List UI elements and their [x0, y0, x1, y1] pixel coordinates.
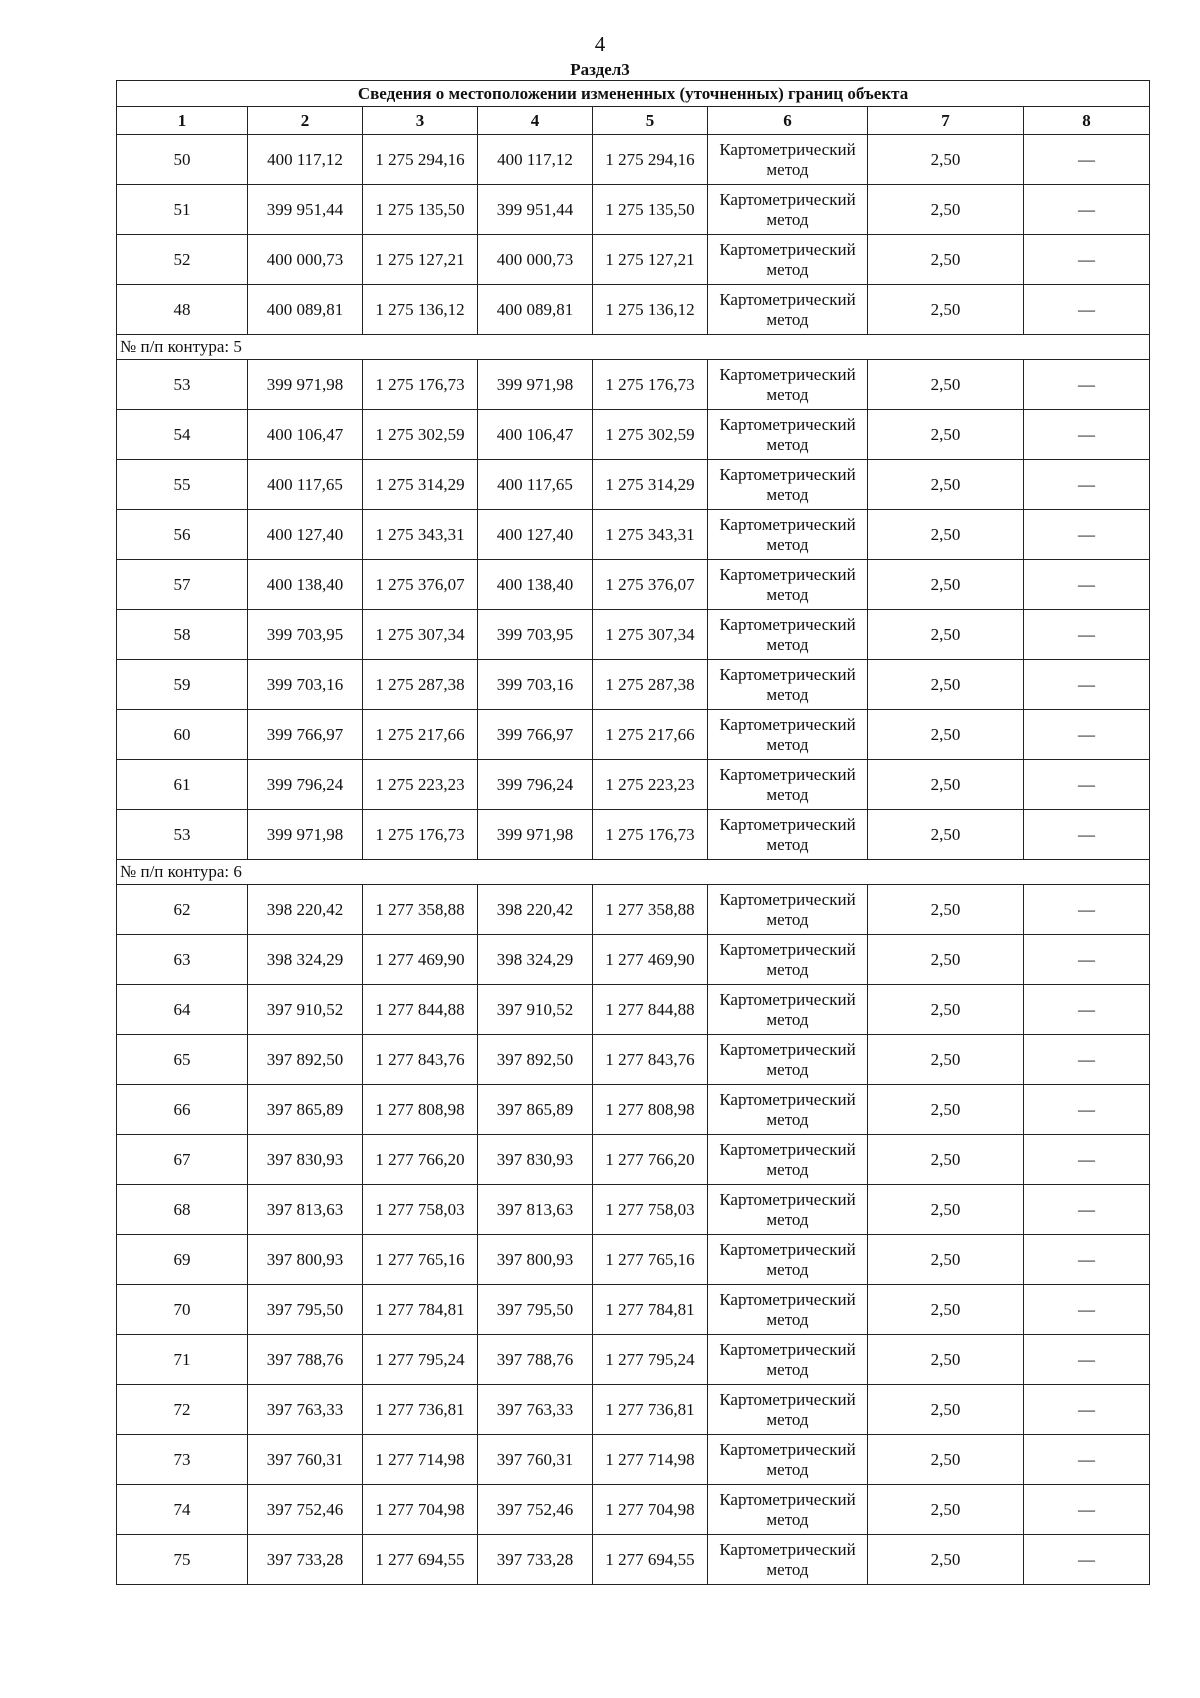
precision-cell: 2,50: [868, 1235, 1024, 1285]
note-cell: —: [1024, 810, 1150, 860]
method-cell: Картометрический метод: [708, 185, 868, 235]
new-y-cell: 1 275 217,66: [593, 710, 708, 760]
new-x-cell: 397 830,93: [478, 1135, 593, 1185]
new-y-cell: 1 277 704,98: [593, 1485, 708, 1535]
method-cell: Картометрический метод: [708, 510, 868, 560]
method-cell: Картометрический метод: [708, 1435, 868, 1485]
table-row: [117, 710, 1150, 760]
note-cell: —: [1024, 510, 1150, 560]
table-row: [117, 1035, 1150, 1085]
existing-x-cell: 399 703,16: [248, 660, 363, 710]
table-row: [117, 1485, 1150, 1535]
existing-x-cell: 397 813,63: [248, 1185, 363, 1235]
existing-x-cell: 399 971,98: [248, 810, 363, 860]
existing-x-cell: 397 830,93: [248, 1135, 363, 1185]
note-cell: —: [1024, 135, 1150, 185]
point-number-cell: 57: [117, 560, 248, 610]
method-cell: Картометрический метод: [708, 1035, 868, 1085]
new-x-cell: 400 127,40: [478, 510, 593, 560]
existing-x-cell: 398 220,42: [248, 885, 363, 935]
precision-cell: 2,50: [868, 1035, 1024, 1085]
new-y-cell: 1 275 294,16: [593, 135, 708, 185]
new-x-cell: 400 117,12: [478, 135, 593, 185]
method-cell: Картометрический метод: [708, 1285, 868, 1335]
method-cell: Картометрический метод: [708, 760, 868, 810]
existing-y-cell: 1 275 217,66: [363, 710, 478, 760]
new-y-cell: 1 277 469,90: [593, 935, 708, 985]
precision-cell: 2,50: [868, 360, 1024, 410]
note-cell: —: [1024, 1085, 1150, 1135]
existing-y-cell: 1 277 784,81: [363, 1285, 478, 1335]
new-x-cell: 397 733,28: [478, 1535, 593, 1585]
point-number-cell: 62: [117, 885, 248, 935]
precision-cell: 2,50: [868, 235, 1024, 285]
existing-y-cell: 1 277 843,76: [363, 1035, 478, 1085]
note-cell: —: [1024, 1485, 1150, 1535]
precision-cell: 2,50: [868, 885, 1024, 935]
new-y-cell: 1 277 795,24: [593, 1335, 708, 1385]
new-x-cell: 399 796,24: [478, 760, 593, 810]
table-row: [117, 235, 1150, 285]
note-cell: —: [1024, 285, 1150, 335]
existing-x-cell: 400 127,40: [248, 510, 363, 560]
new-x-cell: 397 788,76: [478, 1335, 593, 1385]
existing-y-cell: 1 277 844,88: [363, 985, 478, 1035]
method-cell: Картометрический метод: [708, 985, 868, 1035]
point-number-cell: 51: [117, 185, 248, 235]
new-x-cell: 400 089,81: [478, 285, 593, 335]
new-y-cell: 1 277 758,03: [593, 1185, 708, 1235]
new-x-cell: 398 324,29: [478, 935, 593, 985]
table-row: [117, 1135, 1150, 1185]
note-cell: —: [1024, 1285, 1150, 1335]
point-number-cell: 48: [117, 285, 248, 335]
precision-cell: 2,50: [868, 1135, 1024, 1185]
method-cell: Картометрический метод: [708, 1335, 868, 1385]
existing-y-cell: 1 277 358,88: [363, 885, 478, 935]
table-row: [117, 760, 1150, 810]
table-row: [117, 135, 1150, 185]
contour-header-row: [117, 335, 1150, 360]
method-cell: Картометрический метод: [708, 1085, 868, 1135]
new-x-cell: 399 951,44: [478, 185, 593, 235]
note-cell: —: [1024, 1385, 1150, 1435]
existing-x-cell: 399 951,44: [248, 185, 363, 235]
page-number: 4: [594, 32, 606, 56]
point-number-cell: 72: [117, 1385, 248, 1435]
precision-cell: 2,50: [868, 935, 1024, 985]
new-x-cell: 400 000,73: [478, 235, 593, 285]
precision-cell: 2,50: [868, 1185, 1024, 1235]
table-row: [117, 285, 1150, 335]
existing-y-cell: 1 275 127,21: [363, 235, 478, 285]
point-number-cell: 53: [117, 360, 248, 410]
table-row: [117, 985, 1150, 1035]
precision-cell: 2,50: [868, 710, 1024, 760]
point-number-cell: 65: [117, 1035, 248, 1085]
boundary-coordinates-table: [116, 80, 1150, 1585]
existing-x-cell: 397 892,50: [248, 1035, 363, 1085]
table-row: [117, 1235, 1150, 1285]
new-x-cell: 397 795,50: [478, 1285, 593, 1335]
point-number-cell: 73: [117, 1435, 248, 1485]
precision-cell: 2,50: [868, 560, 1024, 610]
new-x-cell: 400 117,65: [478, 460, 593, 510]
point-number-cell: 69: [117, 1235, 248, 1285]
method-cell: Картометрический метод: [708, 1485, 868, 1535]
new-x-cell: 397 763,33: [478, 1385, 593, 1435]
method-cell: Картометрический метод: [708, 810, 868, 860]
precision-cell: 2,50: [868, 660, 1024, 710]
existing-y-cell: 1 275 294,16: [363, 135, 478, 185]
existing-y-cell: 1 277 766,20: [363, 1135, 478, 1185]
contour-label: № п/п контура: 6: [117, 860, 1150, 885]
precision-cell: 2,50: [868, 460, 1024, 510]
new-y-cell: 1 277 843,76: [593, 1035, 708, 1085]
point-number-cell: 58: [117, 610, 248, 660]
point-number-cell: 53: [117, 810, 248, 860]
precision-cell: 2,50: [868, 410, 1024, 460]
method-cell: Картометрический метод: [708, 360, 868, 410]
new-y-cell: 1 277 765,16: [593, 1235, 708, 1285]
existing-x-cell: 398 324,29: [248, 935, 363, 985]
existing-y-cell: 1 277 795,24: [363, 1335, 478, 1385]
existing-y-cell: 1 275 376,07: [363, 560, 478, 610]
point-number-cell: 75: [117, 1535, 248, 1585]
method-cell: Картометрический метод: [708, 460, 868, 510]
precision-cell: 2,50: [868, 810, 1024, 860]
new-x-cell: 399 766,97: [478, 710, 593, 760]
existing-x-cell: 399 796,24: [248, 760, 363, 810]
table-row: [117, 1085, 1150, 1135]
method-cell: Картометрический метод: [708, 1235, 868, 1285]
note-cell: —: [1024, 885, 1150, 935]
existing-x-cell: 399 971,98: [248, 360, 363, 410]
point-number-cell: 56: [117, 510, 248, 560]
column-number-row: [117, 107, 1150, 135]
note-cell: —: [1024, 760, 1150, 810]
method-cell: Картометрический метод: [708, 135, 868, 185]
new-x-cell: 400 106,47: [478, 410, 593, 460]
new-x-cell: 397 752,46: [478, 1485, 593, 1535]
new-y-cell: 1 277 808,98: [593, 1085, 708, 1135]
table-row: [117, 360, 1150, 410]
point-number-cell: 70: [117, 1285, 248, 1335]
new-y-cell: 1 275 127,21: [593, 235, 708, 285]
new-x-cell: 400 138,40: [478, 560, 593, 610]
method-cell: Картометрический метод: [708, 560, 868, 610]
point-number-cell: 54: [117, 410, 248, 460]
note-cell: —: [1024, 1185, 1150, 1235]
precision-cell: 2,50: [868, 760, 1024, 810]
table-row: [117, 1385, 1150, 1435]
existing-y-cell: 1 277 469,90: [363, 935, 478, 985]
existing-x-cell: 397 800,93: [248, 1235, 363, 1285]
new-x-cell: 397 865,89: [478, 1085, 593, 1135]
table-row: [117, 185, 1150, 235]
note-cell: —: [1024, 660, 1150, 710]
note-cell: —: [1024, 610, 1150, 660]
method-cell: Картометрический метод: [708, 1535, 868, 1585]
new-x-cell: 397 760,31: [478, 1435, 593, 1485]
new-y-cell: 1 277 694,55: [593, 1535, 708, 1585]
new-y-cell: 1 277 766,20: [593, 1135, 708, 1185]
precision-cell: 2,50: [868, 1435, 1024, 1485]
new-y-cell: 1 275 302,59: [593, 410, 708, 460]
method-cell: Картометрический метод: [708, 935, 868, 985]
point-number-cell: 55: [117, 460, 248, 510]
existing-x-cell: 397 865,89: [248, 1085, 363, 1135]
precision-cell: 2,50: [868, 135, 1024, 185]
existing-x-cell: 397 763,33: [248, 1385, 363, 1435]
precision-cell: 2,50: [868, 985, 1024, 1035]
table-row: [117, 1185, 1150, 1235]
table-row: [117, 560, 1150, 610]
precision-cell: 2,50: [868, 185, 1024, 235]
method-cell: Картометрический метод: [708, 660, 868, 710]
table-caption: Сведения о местоположении измененных (уточненных) границ объекта: [117, 81, 1150, 107]
column-number: 4: [478, 107, 593, 135]
point-number-cell: 67: [117, 1135, 248, 1185]
note-cell: —: [1024, 1335, 1150, 1385]
existing-x-cell: 399 703,95: [248, 610, 363, 660]
existing-x-cell: 400 106,47: [248, 410, 363, 460]
existing-y-cell: 1 275 135,50: [363, 185, 478, 235]
contour-header-row: [117, 860, 1150, 885]
existing-x-cell: 397 752,46: [248, 1485, 363, 1535]
method-cell: Картометрический метод: [708, 235, 868, 285]
existing-y-cell: 1 275 307,34: [363, 610, 478, 660]
note-cell: —: [1024, 560, 1150, 610]
table-row: [117, 935, 1150, 985]
new-y-cell: 1 275 314,29: [593, 460, 708, 510]
point-number-cell: 63: [117, 935, 248, 985]
new-y-cell: 1 277 844,88: [593, 985, 708, 1035]
existing-x-cell: 400 138,40: [248, 560, 363, 610]
table-row: [117, 1335, 1150, 1385]
existing-y-cell: 1 277 714,98: [363, 1435, 478, 1485]
existing-y-cell: 1 277 758,03: [363, 1185, 478, 1235]
table-row: [117, 660, 1150, 710]
existing-x-cell: 400 000,73: [248, 235, 363, 285]
note-cell: —: [1024, 360, 1150, 410]
precision-cell: 2,50: [868, 1485, 1024, 1535]
note-cell: —: [1024, 410, 1150, 460]
new-y-cell: 1 275 343,31: [593, 510, 708, 560]
method-cell: Картометрический метод: [708, 885, 868, 935]
new-y-cell: 1 277 358,88: [593, 885, 708, 935]
new-x-cell: 399 703,16: [478, 660, 593, 710]
existing-y-cell: 1 275 223,23: [363, 760, 478, 810]
method-cell: Картометрический метод: [708, 285, 868, 335]
contour-label: № п/п контура: 5: [117, 335, 1150, 360]
new-y-cell: 1 275 176,73: [593, 810, 708, 860]
precision-cell: 2,50: [868, 1085, 1024, 1135]
existing-y-cell: 1 275 314,29: [363, 460, 478, 510]
table-row: [117, 410, 1150, 460]
precision-cell: 2,50: [868, 1385, 1024, 1435]
existing-x-cell: 400 117,12: [248, 135, 363, 185]
new-x-cell: 399 971,98: [478, 810, 593, 860]
new-y-cell: 1 275 223,23: [593, 760, 708, 810]
method-cell: Картометрический метод: [708, 1185, 868, 1235]
precision-cell: 2,50: [868, 510, 1024, 560]
point-number-cell: 60: [117, 710, 248, 760]
new-x-cell: 398 220,42: [478, 885, 593, 935]
table-row: [117, 460, 1150, 510]
table-body: [117, 135, 1150, 1585]
note-cell: —: [1024, 985, 1150, 1035]
table-row: [117, 810, 1150, 860]
new-x-cell: 397 800,93: [478, 1235, 593, 1285]
new-y-cell: 1 275 376,07: [593, 560, 708, 610]
existing-y-cell: 1 275 302,59: [363, 410, 478, 460]
section-title: Раздел3: [570, 60, 630, 79]
existing-x-cell: 399 766,97: [248, 710, 363, 760]
method-cell: Картометрический метод: [708, 1385, 868, 1435]
table-row: [117, 1535, 1150, 1585]
note-cell: —: [1024, 1035, 1150, 1085]
existing-y-cell: 1 275 343,31: [363, 510, 478, 560]
existing-y-cell: 1 275 176,73: [363, 360, 478, 410]
existing-y-cell: 1 277 808,98: [363, 1085, 478, 1135]
precision-cell: 2,50: [868, 1535, 1024, 1585]
new-x-cell: 397 892,50: [478, 1035, 593, 1085]
note-cell: —: [1024, 1135, 1150, 1185]
existing-y-cell: 1 277 736,81: [363, 1385, 478, 1435]
note-cell: —: [1024, 1535, 1150, 1585]
note-cell: —: [1024, 935, 1150, 985]
point-number-cell: 61: [117, 760, 248, 810]
new-y-cell: 1 275 135,50: [593, 185, 708, 235]
new-x-cell: 399 971,98: [478, 360, 593, 410]
method-cell: Картометрический метод: [708, 710, 868, 760]
new-x-cell: 397 813,63: [478, 1185, 593, 1235]
note-cell: —: [1024, 185, 1150, 235]
table-row: [117, 885, 1150, 935]
existing-x-cell: 400 117,65: [248, 460, 363, 510]
point-number-cell: 68: [117, 1185, 248, 1235]
column-number: 8: [1024, 107, 1150, 135]
new-y-cell: 1 277 714,98: [593, 1435, 708, 1485]
table-row: [117, 1285, 1150, 1335]
new-y-cell: 1 275 307,34: [593, 610, 708, 660]
column-number: 1: [117, 107, 248, 135]
table-row: [117, 610, 1150, 660]
column-number: 2: [248, 107, 363, 135]
existing-y-cell: 1 277 694,55: [363, 1535, 478, 1585]
column-number: 7: [868, 107, 1024, 135]
precision-cell: 2,50: [868, 285, 1024, 335]
note-cell: —: [1024, 235, 1150, 285]
column-number: 3: [363, 107, 478, 135]
existing-y-cell: 1 275 287,38: [363, 660, 478, 710]
column-number: 6: [708, 107, 868, 135]
method-cell: Картометрический метод: [708, 410, 868, 460]
point-number-cell: 71: [117, 1335, 248, 1385]
existing-x-cell: 400 089,81: [248, 285, 363, 335]
existing-x-cell: 397 910,52: [248, 985, 363, 1035]
point-number-cell: 66: [117, 1085, 248, 1135]
point-number-cell: 50: [117, 135, 248, 185]
table-row: [117, 1435, 1150, 1485]
existing-x-cell: 397 760,31: [248, 1435, 363, 1485]
column-number: 5: [593, 107, 708, 135]
note-cell: —: [1024, 1435, 1150, 1485]
new-x-cell: 397 910,52: [478, 985, 593, 1035]
precision-cell: 2,50: [868, 1335, 1024, 1385]
point-number-cell: 74: [117, 1485, 248, 1535]
new-y-cell: 1 277 736,81: [593, 1385, 708, 1435]
note-cell: —: [1024, 1235, 1150, 1285]
existing-y-cell: 1 277 704,98: [363, 1485, 478, 1535]
new-y-cell: 1 275 287,38: [593, 660, 708, 710]
method-cell: Картометрический метод: [708, 1135, 868, 1185]
table-row: [117, 510, 1150, 560]
note-cell: —: [1024, 460, 1150, 510]
existing-y-cell: 1 275 136,12: [363, 285, 478, 335]
point-number-cell: 64: [117, 985, 248, 1035]
existing-x-cell: 397 795,50: [248, 1285, 363, 1335]
point-number-cell: 52: [117, 235, 248, 285]
note-cell: —: [1024, 710, 1150, 760]
new-y-cell: 1 277 784,81: [593, 1285, 708, 1335]
existing-y-cell: 1 275 176,73: [363, 810, 478, 860]
existing-x-cell: 397 788,76: [248, 1335, 363, 1385]
existing-y-cell: 1 277 765,16: [363, 1235, 478, 1285]
new-y-cell: 1 275 176,73: [593, 360, 708, 410]
existing-x-cell: 397 733,28: [248, 1535, 363, 1585]
precision-cell: 2,50: [868, 610, 1024, 660]
point-number-cell: 59: [117, 660, 248, 710]
new-y-cell: 1 275 136,12: [593, 285, 708, 335]
method-cell: Картометрический метод: [708, 610, 868, 660]
precision-cell: 2,50: [868, 1285, 1024, 1335]
new-x-cell: 399 703,95: [478, 610, 593, 660]
